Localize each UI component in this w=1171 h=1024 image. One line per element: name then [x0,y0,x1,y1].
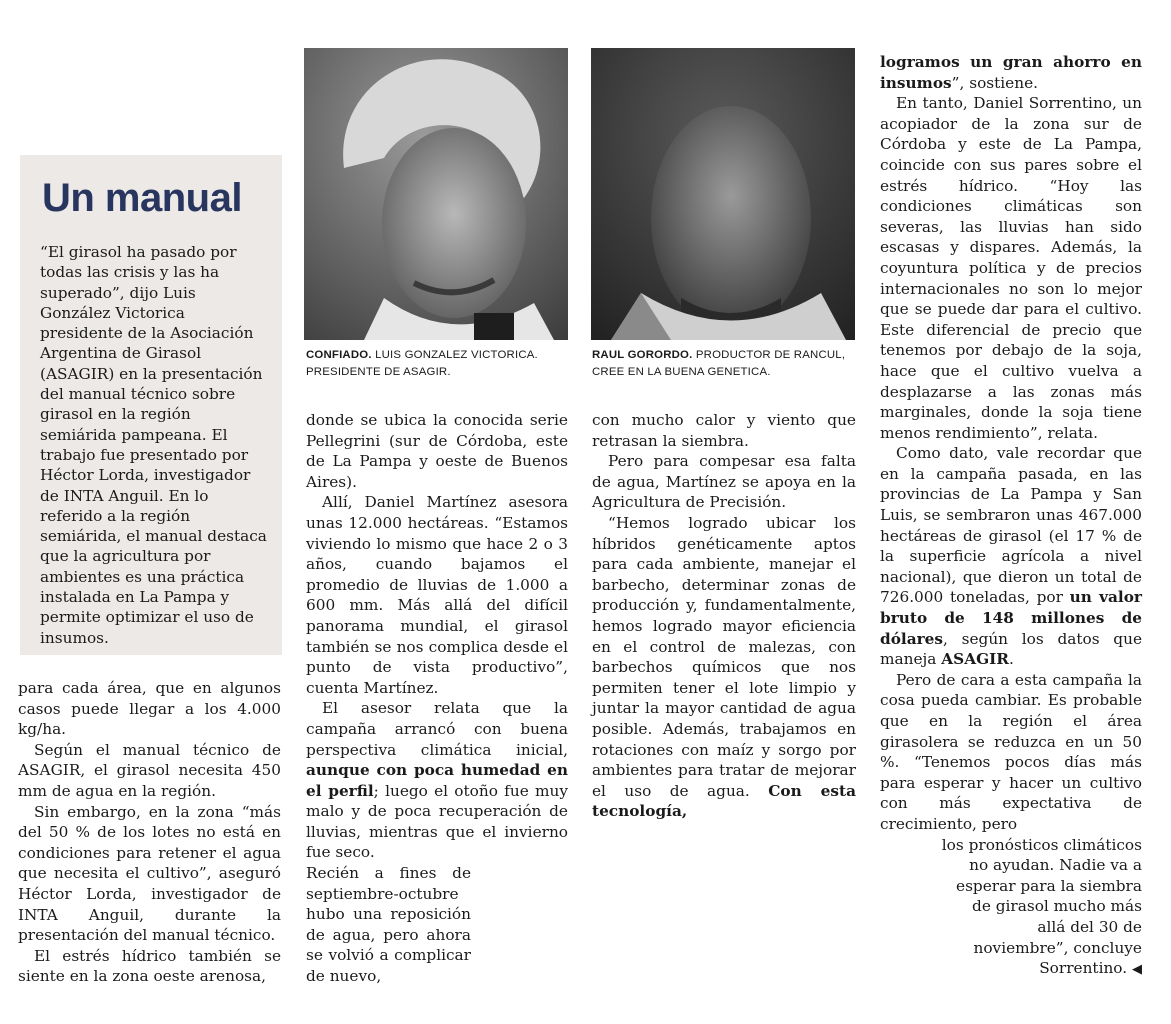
caption-bold: RAUL GORORDO. [592,349,693,361]
paragraph [306,698,568,863]
caption-bold: CONFIADO. [306,349,372,361]
text-bold: Con esta tecnología, [592,781,856,821]
sidebar-paragraph: “El girasol ha pasado por todas las crisis y las ha superado”, dijo Luis González Victorica presidente de la Asociación Argentina de Girasol (ASAGIR) en la presentación del manual técnico sobre girasol en la región semiárida pampeana. El trabajo fue presentado por Héctor Lorda, investigador de INTA Anguil. En lo referido a la región semiárida, el manual destaca que la agricultura por ambientes es una práctica instalada en La Pampa y permite optimizar el uso de insumos. [40,243,267,647]
text-run: El asesor relata que la campaña arrancó con buena perspectiva climática inicial, [306,699,568,759]
text-run: Como dato, vale recordar que en la campaña pasada, en las provincias de La Pampa y San Luis, se sembraron unas 467.000 hectáreas de girasol (el 17 % de la superficie agrícola a nivel nacional), que dieron un total de 726.000 toneladas, por [880,444,1142,607]
paragraph: En tanto, Daniel Sorrentino, un acopiador de la zona sur de Córdoba y este de La Pampa, coincide con sus pares sobre el estrés hídrico. “Hoy las condiciones climáticas son severas, las lluvias han sido escasas y dispares. Además, la coyuntura política y de precios internacionales no son lo mejor que se puede dar para el cultivo. Este diferencial de precio que tenemos por debajo de la soja, hace que el cultivo vuelva a desplazarse a las zonas más marginales, donde la soja tiene menos rendimiento”, relata. [880,94,1142,442]
photo-caption-left [306,347,568,381]
article-column-2 [306,410,568,987]
paragraph [592,513,856,822]
article-column-1 [18,678,281,987]
article-column-4 [880,52,1142,981]
caption-text: PRODUCTOR DE RANCUL, CREE EN LA BUENA GENETICA. [592,349,846,378]
paragraph [940,835,1142,981]
paragraph: Pero de cara a esta campaña la cosa pueda cambiar. Es probable que en la región el área girasolera se reduzca en un 50 %. “Tenemos pocos días más para esperar y hacer un cultivo con más expectativa de crecimiento, pero [880,670,1142,833]
paragraph: Allí, Daniel Martínez asesora unas 12.000 hectáreas. “Estamos viviendo lo mismo que hace 2 o 3 años, cuando bajamos el promedio de lluvias de 1.000 a 600 mm. Más allá del difícil panorama mundial, el girasol también se nos complica desde el punto de vista productivo”, cuenta Martínez. [306,493,568,697]
photo-raul-gorordo [591,48,855,340]
text-run: , según los datos que maneja [880,629,1142,669]
portrait-image [304,48,568,340]
paragraph: Recién a fines de septiembre-octubre hubo una reposición de agua, pero ahora se volvió a complicar de nuevo, [306,864,471,986]
paragraph: Pero para compesar esa falta de agua, Martínez se apoya en la Agricultura de Precisión. [592,452,856,512]
article-column-3 [592,410,856,822]
text-run: . [1009,650,1014,669]
paragraph: con mucho calor y viento que retrasan la siembra. [592,411,856,450]
text-run: ”, sostiene. [951,73,1038,92]
text-bold: un valor bruto de 148 millones de dólares [880,588,1142,648]
text-bold: ASAGIR [941,650,1009,669]
paragraph [880,52,1142,93]
text-run: ; luego el otoño fue muy malo y de poca recuperación de lluvias, mientras que el invierno fue seco. [306,781,568,862]
sidebar-body [40,242,268,648]
end-of-article-arrow-icon: ◀ [1132,962,1142,978]
photo-luis-gonzalez-victorica [304,48,568,340]
caption-text: LUIS GONZALEZ VICTORICA. PRESIDENTE DE ASAGIR. [306,349,538,378]
text-bold: aunque con poca humedad en el perfil [306,761,568,800]
paragraph: donde se ubica la conocida serie Pellegrini (sur de Córdoba, este de La Pampa y oeste de Buenos Aires). [306,411,568,491]
text-run: “Hemos logrado ubicar los híbridos genéticamente aptos para cada ambiente, manejar el barbecho, determinar zonas de producción y, fundamentalmente, hemos logrado mayor eficiencia en el control de malezas, con barbechos químicos que nos permiten tener el lote limpio y juntar la mayor cantidad de agua posible. Además, trabajamos en rotaciones con maíz y sorgo por ambientes para tratar de mejorar el uso de agua. [592,513,856,800]
photo-caption-right [592,347,854,381]
paragraph: Sin embargo, en la zona “más del 50 % de los lotes no está en condiciones para retener el agua que necesita el cultivo”, aseguró Héctor Lorda, investigador de INTA Anguil, durante la presentación del manual técnico. [18,802,281,945]
paragraph: El estrés hídrico también se siente en la zona oeste arenosa, [18,946,281,986]
sidebar-title: Un manual [42,176,242,220]
paragraph: Según el manual técnico de ASAGIR, el girasol necesita 450 mm de agua en la región. [18,740,281,800]
portrait-image [591,48,855,340]
text-bold: logramos un gran ahorro en insumos [880,53,1142,92]
paragraph [880,443,1142,670]
paragraph: para cada área, que en algunos casos puede llegar a los 4.000 kg/ha. [18,679,281,739]
text-run: los pronósticos climáticos no ayudan. Nadie va a esperar para la siembra de girasol mucho más allá del 30 de noviembre”, concluye Sorrentino. [941,835,1142,978]
